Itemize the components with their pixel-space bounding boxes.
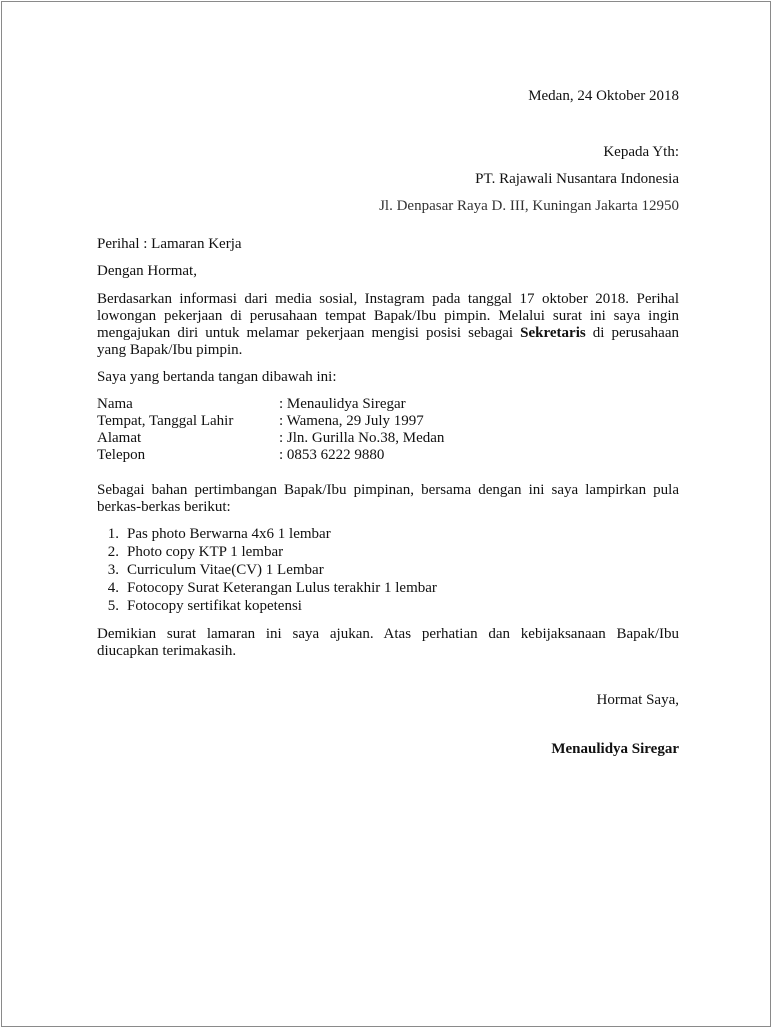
closing-line: diucapkan terimakasih. [97, 643, 237, 659]
field-label: Telepon [97, 447, 146, 463]
body-line [97, 325, 679, 342]
field-value: : Menaulidya Siregar [279, 396, 406, 412]
field-label: Tempat, Tanggal Lahir [97, 413, 234, 429]
letter-subject: Perihal : Lamaran Kerja [97, 236, 242, 252]
recipient-address: Jl. Denpasar Raya D. III, Kuningan Jakarta 12950 [379, 198, 679, 214]
list-number: 3. [107, 562, 119, 578]
attachment-list [97, 526, 679, 616]
closing-line: Demikian surat lamaran ini saya ajukan. Atas perhatian dan kebijaksanaan Bapak/Ibu [97, 626, 679, 642]
list-item [97, 598, 679, 616]
body-text: mengajukan diri untuk melamar pekerjaan mengisi posisi sebagai [97, 325, 521, 341]
list-item [97, 526, 679, 544]
list-item [97, 544, 679, 562]
list-item [97, 580, 679, 598]
list-number: 4. [107, 580, 119, 596]
list-number: 1. [107, 526, 119, 542]
attachment-intro-line: Sebagai bahan pertimbangan Bapak/Ibu pimpinan, bersama dengan ini saya lampirkan pula [97, 482, 679, 498]
signer-name: Menaulidya Siregar [551, 741, 679, 757]
body-line: lowongan pekerjaan di perusahaan tempat Bapak/Ibu pimpin. Melalui surat ini saya ingin [97, 308, 679, 324]
body-line: yang Bapak/Ibu pimpin. [97, 342, 243, 358]
attachment-intro-line: berkas-berkas berikut: [97, 499, 231, 515]
list-text: Pas photo Berwarna 4x6 1 lembar [127, 526, 331, 542]
closing-paragraph [97, 626, 679, 660]
list-number: 2. [107, 544, 119, 560]
list-item [97, 562, 679, 580]
recipient-company: PT. Rajawali Nusantara Indonesia [475, 171, 679, 187]
closing-regards: Hormat Saya, [596, 692, 679, 708]
letter-page [1, 1, 771, 1027]
list-text: Photo copy KTP 1 lembar [127, 544, 284, 560]
body-paragraph [97, 291, 679, 359]
field-label: Alamat [97, 430, 142, 446]
letter-date: Medan, 24 Oktober 2018 [528, 88, 679, 104]
applied-position: Sekretaris [520, 325, 586, 341]
body-text: di perusahaan [585, 325, 679, 341]
applicant-fields [97, 396, 679, 464]
field-row [97, 413, 679, 430]
body-line: Berdasarkan informasi dari media sosial, Instagram pada tanggal 17 oktober 2018. Perihal [97, 291, 679, 307]
field-value: : Wamena, 29 July 1997 [279, 413, 424, 429]
letter-salutation: Dengan Hormat, [97, 263, 197, 279]
field-row [97, 447, 679, 464]
field-row [97, 396, 679, 413]
attachment-intro [97, 482, 679, 516]
list-number: 5. [107, 598, 119, 614]
list-text: Curriculum Vitae(CV) 1 Lembar [127, 562, 324, 578]
recipient-greeting: Kepada Yth: [603, 144, 679, 160]
letter-content [97, 88, 679, 758]
field-value: : 0853 6222 9880 [279, 447, 385, 463]
field-label: Nama [97, 396, 133, 412]
list-text: Fotocopy Surat Keterangan Lulus terakhir 1 lembar [127, 580, 437, 596]
list-text: Fotocopy sertifikat kopetensi [127, 598, 302, 614]
field-row [97, 430, 679, 447]
applicant-intro: Saya yang bertanda tangan dibawah ini: [97, 369, 337, 385]
field-value: : Jln. Gurilla No.38, Medan [279, 430, 445, 446]
